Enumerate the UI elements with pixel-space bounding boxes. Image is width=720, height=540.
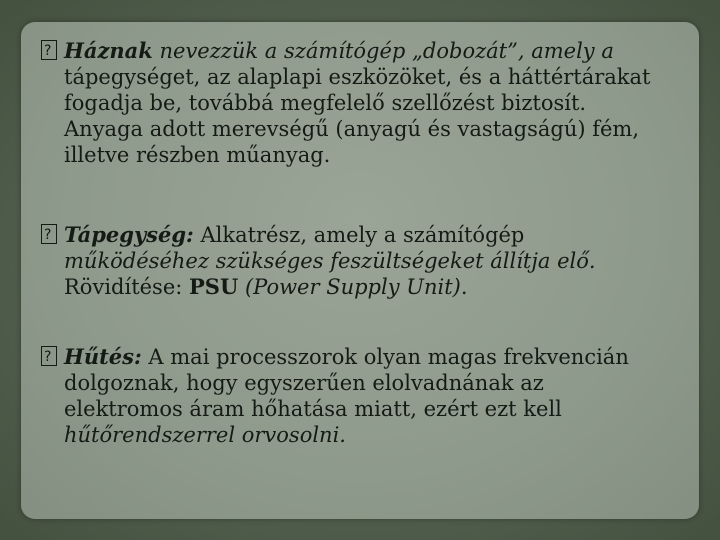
paragraph-line — [41, 274, 691, 300]
paragraph-line — [41, 90, 691, 116]
paragraph-tapegyseg — [41, 222, 691, 300]
line-text: . — [460, 275, 468, 299]
paragraph-line — [41, 222, 691, 248]
term-label: Tápegység: — [64, 222, 194, 247]
paragraph-line — [41, 396, 691, 422]
line-text: tápegységet, az alaplapi eszközöket, és a háttértárakat — [64, 65, 651, 89]
paragraph-haz — [41, 38, 691, 168]
abbreviation-expansion: (Power Supply Unit) — [238, 275, 461, 299]
line-text: Anyaga adott merevségű (anyagú és vastagságú) fém, — [64, 117, 640, 141]
line-text: dolgoznak, hogy egyszerűen elolvadnának az — [64, 371, 544, 395]
line-text: hűtőrendszerrel orvosolni. — [64, 423, 346, 447]
abbreviation: PSU — [189, 274, 239, 299]
paragraph-line — [41, 142, 691, 168]
line-text: fogadja be, továbbá megfelelő szellőzést biztosít. — [64, 91, 587, 115]
line-text: A mai processzorok olyan magas frekvencián — [141, 345, 629, 369]
term-label: Háznak — [64, 38, 153, 63]
paragraph-hutes — [41, 344, 691, 448]
line-text: elektromos áram hőhatása miatt, ezért ezt kell — [64, 397, 562, 421]
line-text: nevezzük a számítógép „dobozát”, amely a — [152, 39, 614, 63]
bullet-icon — [41, 40, 57, 60]
line-text: illetve részben műanyag. — [64, 143, 331, 167]
paragraph-line — [41, 248, 691, 274]
line-text: Alkatrész, amely a számítógép — [193, 223, 525, 247]
term-label: Hűtés: — [64, 344, 142, 369]
paragraph-line — [41, 38, 691, 64]
paragraph-line — [41, 64, 691, 90]
bullet-icon — [41, 346, 57, 366]
paragraph-line — [41, 116, 691, 142]
line-text: működéséhez szükséges feszültségeket állítja elő. — [64, 249, 596, 273]
line-text: Rövidítése: — [64, 275, 190, 299]
bullet-icon — [41, 224, 57, 244]
paragraph-line — [41, 344, 691, 370]
paragraph-line — [41, 370, 691, 396]
paragraph-line — [41, 422, 691, 448]
